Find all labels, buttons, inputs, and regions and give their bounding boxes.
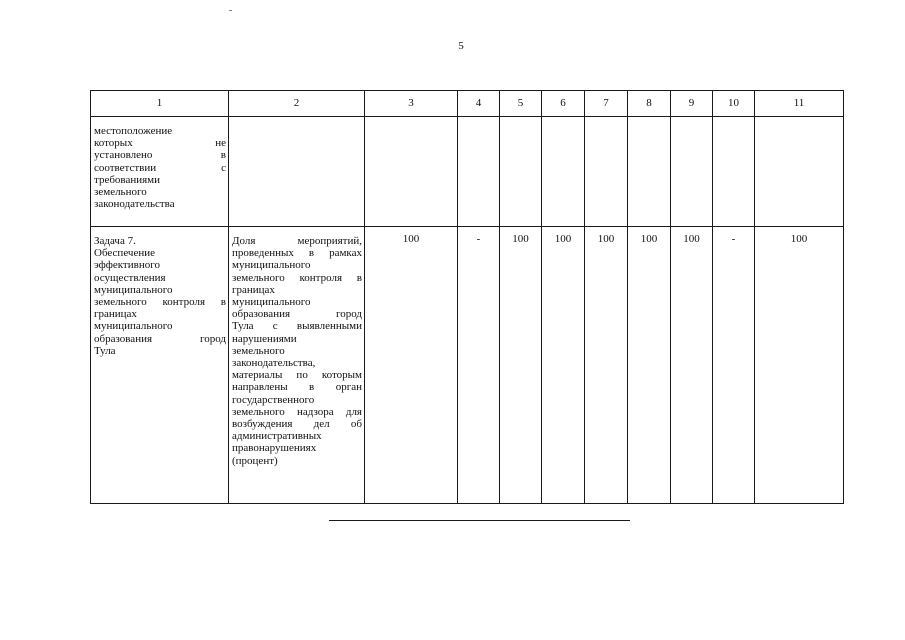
text-line: установлено в (94, 149, 226, 162)
indicator-table (90, 90, 844, 504)
text-line: земельного контроля в (232, 271, 362, 284)
scan-speck (229, 10, 232, 11)
table-cell (585, 117, 628, 227)
column-header: 4 (458, 91, 500, 117)
end-of-table-rule (329, 520, 630, 521)
cell-description (91, 117, 229, 227)
text-line: соответствии с (94, 161, 226, 174)
table-cell (229, 117, 365, 227)
column-header: 9 (671, 91, 713, 117)
text-line: законодательства, (232, 357, 316, 370)
text-line: границах (232, 283, 275, 296)
table-cell (500, 117, 542, 227)
indicator-value: 100 (512, 233, 529, 245)
column-header: 7 (585, 91, 628, 117)
task-text (91, 227, 228, 357)
text-line: земельного контроля в (94, 296, 226, 309)
table-row-task-7 (91, 227, 844, 504)
text-line: Задача 7. (94, 235, 136, 247)
value-cell (755, 227, 844, 504)
text-line: осуществления (94, 271, 166, 284)
table-cell (542, 117, 585, 227)
table-cell (458, 117, 500, 227)
text-line: границах (94, 308, 137, 321)
value-cell (458, 227, 500, 504)
cell-indicator-name (229, 227, 365, 504)
table-row-continuation (91, 117, 844, 227)
text-line: Тула с выявленными (232, 320, 362, 333)
indicator-value: 100 (640, 233, 658, 245)
text-line: Тула (94, 344, 116, 357)
text-line: земельного (94, 186, 147, 199)
value-cell (365, 227, 458, 504)
text-line: образования город (94, 332, 226, 345)
text-line: проведенных в рамках (232, 247, 362, 260)
value-cell (585, 227, 628, 504)
table-cell (628, 117, 671, 227)
column-header: 8 (628, 91, 671, 117)
table-cell (671, 117, 713, 227)
table-cell (713, 117, 755, 227)
text-line: законодательства (94, 198, 175, 211)
table-cell (755, 117, 844, 227)
column-header: 5 (500, 91, 542, 117)
indicator-value: 100 (597, 233, 615, 245)
text-line: местоположение (94, 125, 173, 137)
text-line: возбуждения дел об (232, 418, 362, 431)
text-line: (процент) (232, 454, 278, 467)
text-line: образования город (232, 308, 362, 321)
text-line: муниципального (232, 259, 311, 272)
column-header: 2 (229, 91, 365, 117)
text-line: которых не (94, 137, 226, 150)
column-header: 6 (542, 91, 585, 117)
text-line: земельного надзора для (232, 405, 362, 418)
text-line: земельного (232, 344, 285, 357)
column-header: 1 (91, 91, 229, 117)
column-header: 11 (755, 91, 844, 117)
text-line: эффективного (94, 259, 160, 272)
table-cell (365, 117, 458, 227)
text-line: материалы по которым (232, 369, 362, 382)
indicator-value: - (731, 233, 736, 245)
table-header-row (91, 91, 844, 117)
continuation-text (91, 117, 228, 210)
text-line: нарушениями (232, 332, 297, 345)
indicator-value: 100 (554, 233, 572, 245)
text-line: административных (232, 430, 322, 443)
indicator-value: 100 (790, 233, 808, 245)
indicator-value: - (476, 233, 481, 245)
value-cell (671, 227, 713, 504)
cell-task-title (91, 227, 229, 504)
value-cell (628, 227, 671, 504)
text-line: муниципального (232, 296, 311, 309)
indicator-text (229, 227, 364, 467)
text-line: муниципального (94, 320, 173, 333)
text-line: правонарушениях (232, 442, 317, 455)
value-cell (713, 227, 755, 504)
text-line: Доля мероприятий, (232, 235, 362, 247)
text-line: муниципального (94, 283, 173, 296)
text-line: государственного (232, 393, 315, 406)
text-line: Обеспечение (94, 247, 155, 260)
value-cell (500, 227, 542, 504)
indicator-value: 100 (402, 233, 420, 245)
indicator-value: 100 (683, 233, 700, 245)
column-header: 3 (365, 91, 458, 117)
column-header: 10 (713, 91, 755, 117)
text-line: требованиями (94, 173, 161, 186)
text-line: направлены в орган (232, 381, 362, 394)
page-number: 5 (458, 40, 464, 52)
value-cell (542, 227, 585, 504)
